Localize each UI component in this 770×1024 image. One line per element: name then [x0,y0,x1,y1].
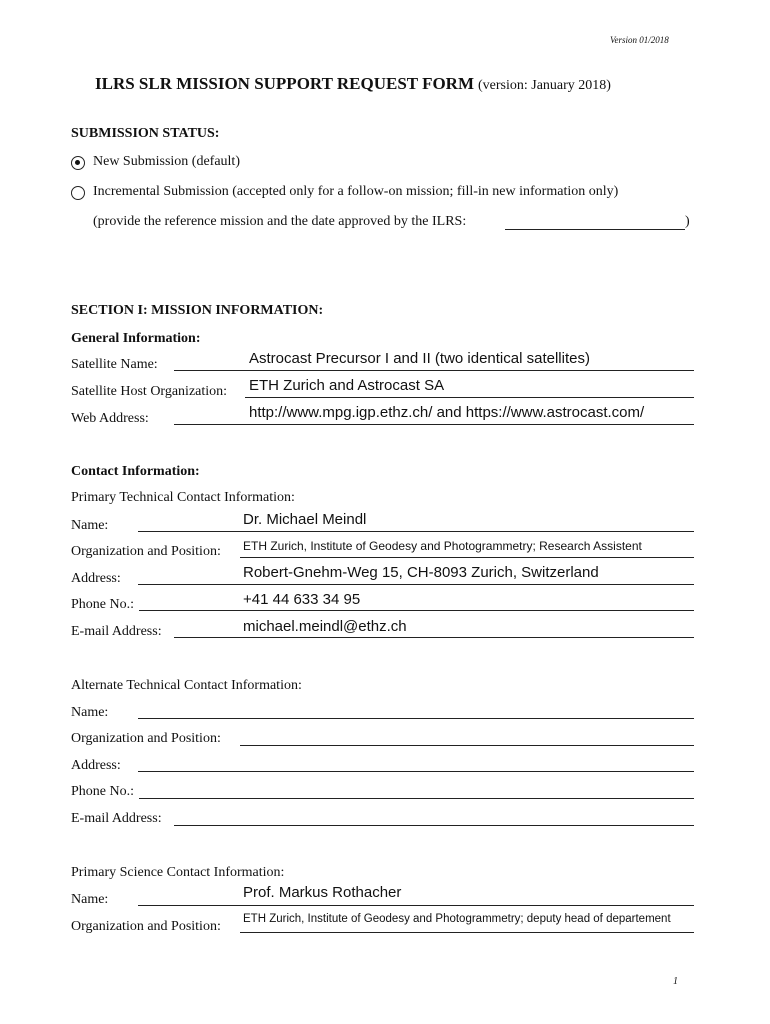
at-phone-label: Phone No.: [71,784,134,799]
web-address-field[interactable] [174,424,694,425]
incremental-submission-radio[interactable] [71,186,85,200]
page-title-main: ILRS SLR MISSION SUPPORT REQUEST FORM [95,74,474,93]
primary-science-heading: Primary Science Contact Information: [71,865,285,880]
at-org-field[interactable] [240,745,694,746]
pt-org-value: ETH Zurich, Institute of Geodesy and Photogrammetry; Research Assistent [243,539,642,553]
pt-phone-label: Phone No.: [71,597,134,612]
at-phone-field[interactable] [139,798,694,799]
host-org-value: ETH Zurich and Astrocast SA [249,377,445,394]
at-email-label: E-mail Address: [71,811,162,826]
submission-status-heading: SUBMISSION STATUS: [71,126,220,141]
ps-name-label: Name: [71,892,109,907]
incremental-submission-label: Incremental Submission (accepted only for a follow-on mission; fill-in new information only) [93,184,619,199]
satellite-name-field[interactable] [174,370,694,371]
satellite-name-value: Astrocast Precursor I and II (two identical satellites) [249,350,590,367]
at-name-field[interactable] [138,718,694,719]
pt-email-value: michael.meindl@ethz.ch [243,618,407,635]
pt-org-field[interactable] [240,557,694,558]
pt-email-field[interactable] [174,637,694,638]
ps-org-value: ETH Zurich, Institute of Geodesy and Photogrammetry; deputy head of departement [243,913,671,925]
host-org-label: Satellite Host Organization: [71,384,228,399]
pt-name-field[interactable] [138,531,694,532]
reference-mission-text: (provide the reference mission and the date approved by the ILRS: [93,214,467,229]
pt-org-label: Organization and Position: [71,544,221,559]
pt-name-label: Name: [71,518,109,533]
ps-org-field[interactable] [240,932,694,933]
pt-phone-value: +41 44 633 34 95 [243,591,361,608]
new-submission-label: New Submission (default) [93,154,240,169]
new-submission-radio[interactable] [71,156,85,170]
host-org-field[interactable] [245,397,694,398]
pt-name-value: Dr. Michael Meindl [243,511,367,528]
contact-info-heading: Contact Information: [71,464,200,479]
pt-phone-field[interactable] [139,610,694,611]
pt-email-label: E-mail Address: [71,624,162,639]
pt-address-value: Robert-Gnehm-Weg 15, CH-8093 Zurich, Switzerland [243,564,599,581]
at-name-label: Name: [71,705,109,720]
page-title-sub: (version: January 2018) [478,78,611,93]
pt-address-field[interactable] [138,584,694,585]
at-address-label: Address: [71,758,121,773]
at-address-field[interactable] [138,771,694,772]
at-org-label: Organization and Position: [71,731,221,746]
satellite-name-label: Satellite Name: [71,357,158,372]
page-number: 1 [673,976,678,987]
radio-selected-dot [75,160,80,165]
at-email-field[interactable] [174,825,694,826]
page-title [95,74,611,94]
primary-technical-heading: Primary Technical Contact Information: [71,490,295,505]
ps-name-field[interactable] [138,905,694,906]
reference-close-paren: ) [685,214,690,229]
version-label: Version 01/2018 [610,35,669,45]
alternate-technical-heading: Alternate Technical Contact Information: [71,678,302,693]
section-i-heading: SECTION I: MISSION INFORMATION: [71,303,324,318]
pt-address-label: Address: [71,571,121,586]
ps-name-value: Prof. Markus Rothacher [243,884,402,901]
reference-mission-field[interactable] [505,229,685,230]
ps-org-label: Organization and Position: [71,919,221,934]
web-address-value: http://www.mpg.igp.ethz.ch/ and https://www.astrocast.com/ [249,404,645,421]
web-address-label: Web Address: [71,411,149,426]
general-info-heading: General Information: [71,331,201,346]
